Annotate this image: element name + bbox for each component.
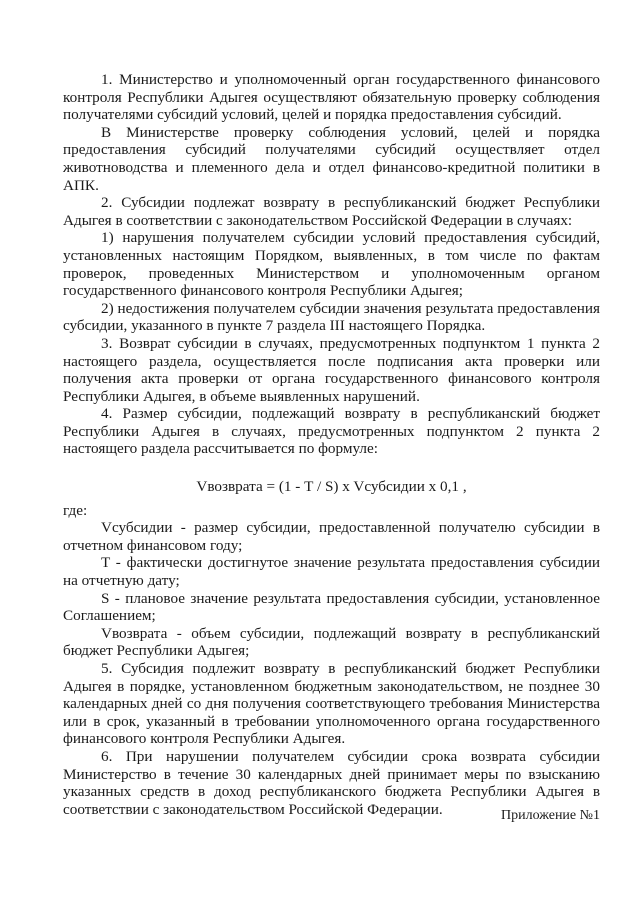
- paragraph-5: 5. Субсидия подлежит возврату в республиканский бюджет Республики Адыгея в порядке, установленном бюджетным законодательством, не позднее 30 календарных дней со дня получения соответствующего требования Министерства или в срок, указанный в требовании уполномоченного органа государственного финансового контроля Республики Адыгея.: [63, 660, 600, 748]
- paragraph-6: 6. При нарушении получателем субсидии срока возврата субсидии Министерство в течение 30 календарных дней принимает меры по взысканию указанных средств в доход республиканского бюджета Республики Адыгея в соответствии с законодательством Российской Федерации.: [63, 747, 600, 818]
- definition-v-refund: Vвозврата - объем субсидии, подлежащий возврату в республиканский бюджет Республики Адыгея;: [63, 624, 600, 660]
- paragraph-3: 3. Возврат субсидии в случаях, предусмотренных подпунктом 1 пункта 2 настоящего раздела, осуществляется после подписания акта проверки или получения акта проверки от органа государственного финансового контроля Республики Адыгея, в объеме выявленных нарушений.: [63, 334, 600, 405]
- paragraph-2-case-1: 1) нарушения получателем субсидии условий предоставления субсидий, установленных настоящим Порядком, выявленных, в том числе по фактам проверок, проведенных Министерством и уполномоченным органом государственного финансового контроля Республики Адыгея;: [63, 229, 600, 300]
- definition-s: S - плановое значение результата предоставления субсидии, установленное Соглашением;: [63, 589, 600, 625]
- paragraph-4: 4. Размер субсидии, подлежащий возврату в республиканский бюджет Республики Адыгея в случаях, предусмотренных подпунктом 2 пункта 2 настоящего раздела рассчитывается по формуле:: [63, 405, 600, 458]
- where-label: где:: [63, 501, 88, 519]
- definition-t: T - фактически достигнутое значение результата предоставления субсидии на отчетную дату;: [63, 554, 600, 590]
- refund-formula: Vвозврата = (1 - T / S) x Vсубсидии x 0,1 ,: [196, 478, 467, 496]
- paragraph-1: 1. Министерство и уполномоченный орган государственного финансового контроля Республики Адыгея осуществляют обязательную проверку соблюдения получателями субсидий условий, целей и порядка предоставления субсидий.: [63, 71, 600, 124]
- appendix-label: Приложение №1: [501, 808, 600, 823]
- paragraph-1-supervision: В Министерстве проверку соблюдения условий, целей и порядка предоставления субсидий получателями субсидий осуществляет отдел животноводства и племенного дела и отдел финансово-кредитной политики в АПК.: [63, 123, 600, 194]
- document-body: [63, 71, 600, 818]
- paragraph-2-case-2: 2) недостижения получателем субсидии значения результата предоставления субсидии, указанного в пункте 7 раздела III настоящего Порядка.: [63, 299, 600, 335]
- definition-v-subsidy: Vсубсидии - размер субсидии, предоставленной получателю субсидии в отчетном финансовом году;: [63, 519, 600, 554]
- paragraph-2: 2. Субсидии подлежат возврату в республиканский бюджет Республики Адыгея в соответствии с законодательством Российской Федерации в случаях:: [63, 194, 600, 229]
